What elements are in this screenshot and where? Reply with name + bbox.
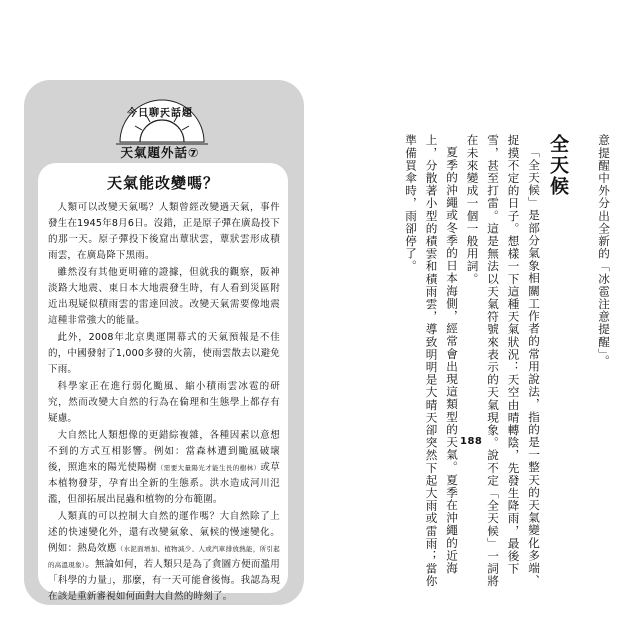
main-text [401, 134, 545, 594]
paragraph-text: 。無論如何，若人類只是為了貪圖方便而濫用「科學的力量」，那麼，有一天可能會後悔。我認為現在該是重新審視如何面對大自然的時刻了。 [48, 559, 280, 602]
body-paragraph-2: 夏季的沖繩或冬季的日本海側，經常會出現這類型的天氣。夏季在沖繩的近海上，分散著小型的積雲和積雨雲，導致明明是大晴天卻突然下起大雨或雷雨；當你準備買傘時，雨卻停了。 [404, 134, 459, 588]
paragraph-text: 大自然比人類想像的更錯綜複雜，各種因素以意想不到的方式互相影響。例如：當森林遭到颱風破壞後，照進來的陽光使陽樹 [48, 430, 280, 473]
paragraph-text: 或草本植物發芽，孕育出全新的生態系。洪水造成河川氾濫，但卻拓展出昆蟲和植物的分布範圍。 [48, 462, 281, 505]
article-paragraph-3: 此外，2008年北京奧運開幕式的天氣預報是不佳的，中國發射了1,000多發的火箭，使雨雲散去以避免下雨。 [48, 332, 280, 375]
paragraph-text: 人類真的可以控制大自然的運作嗎？大自然除了上述的快速變化外，還有改變氣象、氣候的慢速變化。例如：熱島效應 [48, 511, 280, 554]
article-paragraph-5 [48, 428, 280, 508]
inline-note: （需要大量陽光才能生長的樹林） [156, 464, 261, 472]
article-title: 天氣能改變嗎？ [106, 174, 219, 192]
intro-text: 意提醒中外分出全新的「冰雹注意提醒」。 [597, 134, 611, 368]
intro-line [594, 134, 615, 594]
body-paragraph-1: 「全天候」是部分氣象相關工作者的常用說法，指的是一整天的天氣變化多端、捉摸不定的日子。想樣一下這種天氣狀況：天空由晴轉陰，先發生降雨，最後下雪，甚至打雷。這是無法以天氣符號來表示的天氣現象。說不定「全天候」一詞將在未來變成一個一般用詞。 [465, 134, 541, 588]
section-heading: 全天候 [547, 134, 569, 197]
article-paragraph-1: 人類可以改變天氣嗎？人類曾經改變過天氣，事件發生在1945年8月6日。沒錯，正是原子彈在廣島投下的那一天。原子彈投下後窟出蕈狀雲，蕈狀雲形成積雨雲，在廣島降下黑雨。 [48, 202, 280, 261]
article-paragraph-2: 雖然沒有其他更明確的證據，但就我的觀察，阪神淡路大地震、東日本大地震發生時，有人看到災區附近出現疑似積雨雲的雷達回波。改變天氣需要像地震這種非常強大的能量。 [48, 267, 280, 326]
inline-note: （水泥面增加、植物減少、人或汽車排放熱能，所引起的高溫現象） [48, 545, 280, 569]
right-page [322, 0, 640, 640]
header-title: 今日聊天話題 [127, 108, 193, 119]
article-paragraph-6 [48, 509, 280, 605]
article-body [48, 200, 280, 605]
article-paragraph-4: 科學家正在進行弱化颱風、縮小積雨雲冰雹的研究，然而改變大自然的行為在倫理和生態學上都存有疑慮。 [48, 381, 280, 424]
column-title: 天氣題外話⑦ [120, 145, 200, 160]
page-number: 188 [460, 436, 483, 447]
